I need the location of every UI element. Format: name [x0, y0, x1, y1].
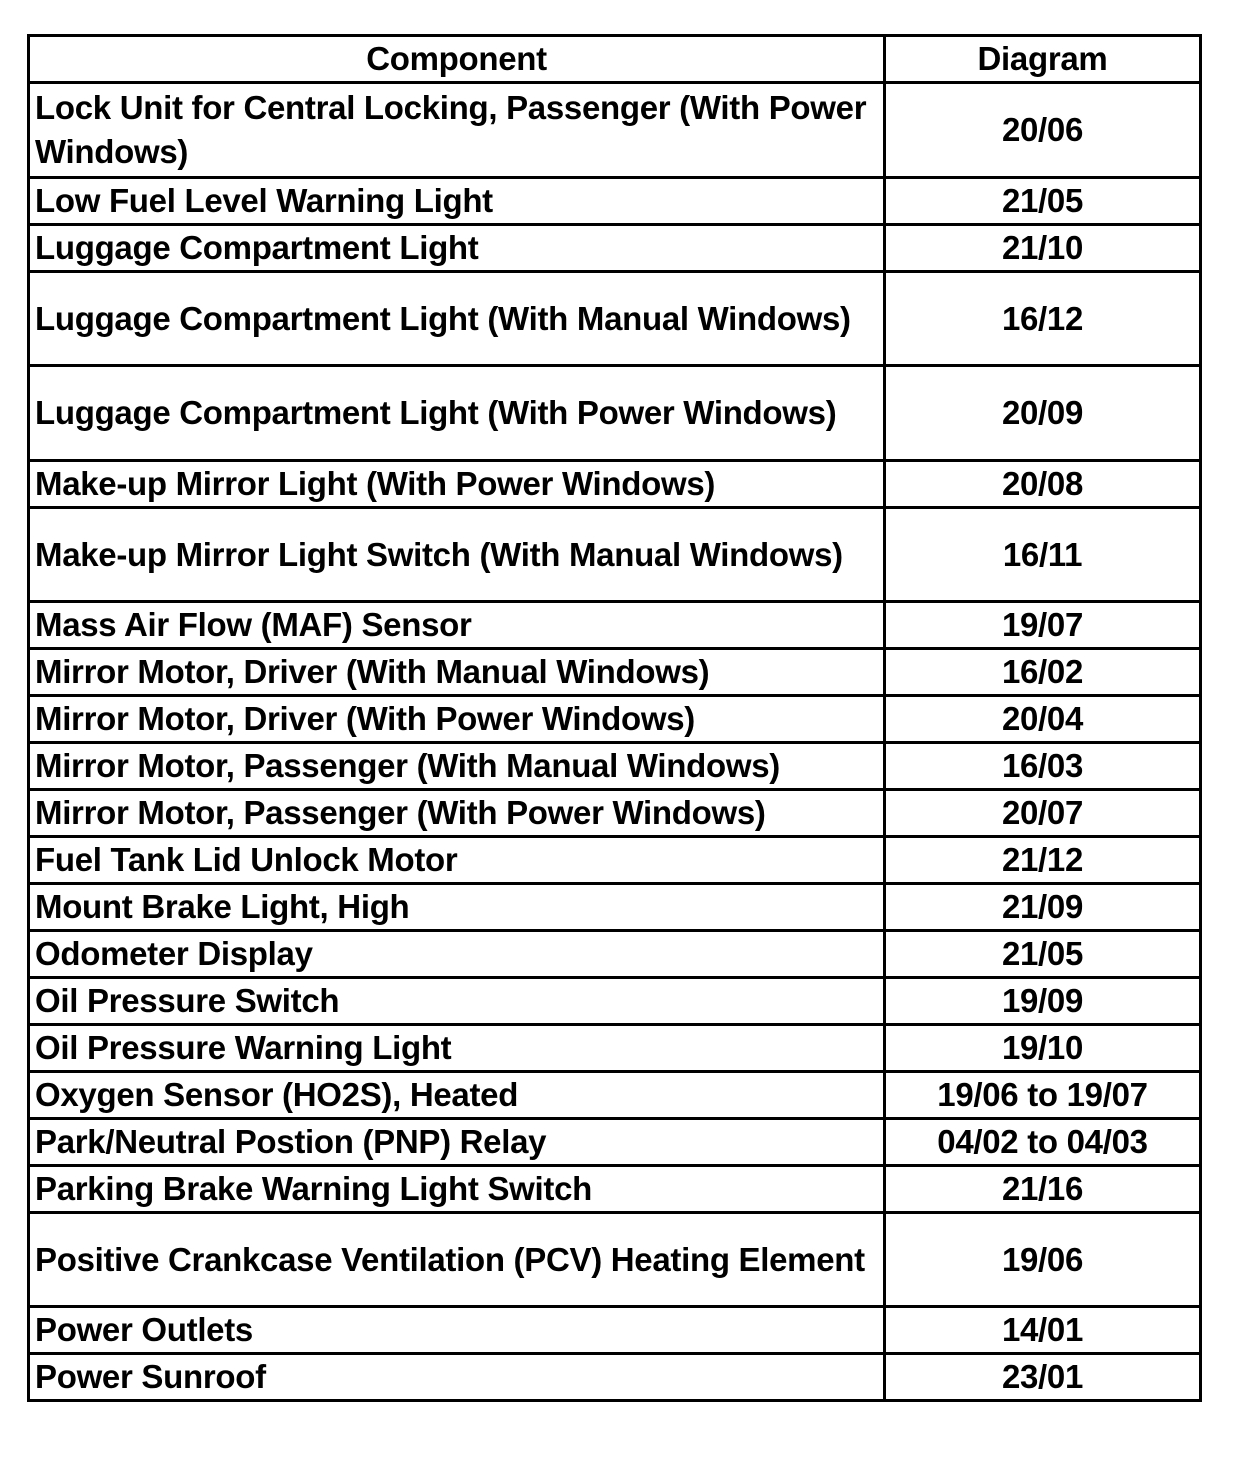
table-row	[29, 884, 1201, 931]
table-row	[29, 178, 1201, 225]
table-row	[29, 931, 1201, 978]
component-cell: Power Sunroof	[29, 1354, 885, 1401]
component-cell: Oxygen Sensor (HO2S), Heated	[29, 1072, 885, 1119]
diagram-cell: 16/12	[885, 272, 1201, 366]
table-row	[29, 1354, 1201, 1401]
table-row	[29, 837, 1201, 884]
diagram-cell: 19/07	[885, 602, 1201, 649]
table-row	[29, 1166, 1201, 1213]
table-row	[29, 366, 1201, 461]
table-row	[29, 1072, 1201, 1119]
component-cell: Parking Brake Warning Light Switch	[29, 1166, 885, 1213]
diagram-cell: 20/09	[885, 366, 1201, 461]
component-cell: Power Outlets	[29, 1307, 885, 1354]
component-cell: Luggage Compartment Light (With Manual Windows)	[29, 272, 885, 366]
table-row	[29, 461, 1201, 508]
diagram-cell: 16/02	[885, 649, 1201, 696]
component-cell: Low Fuel Level Warning Light	[29, 178, 885, 225]
diagram-cell: 19/10	[885, 1025, 1201, 1072]
diagram-cell: 20/06	[885, 83, 1201, 178]
component-cell: Mirror Motor, Passenger (With Power Windows)	[29, 790, 885, 837]
component-cell: Positive Crankcase Ventilation (PCV) Heating Element	[29, 1213, 885, 1307]
diagram-cell: 21/16	[885, 1166, 1201, 1213]
table-row	[29, 649, 1201, 696]
diagram-cell: 16/03	[885, 743, 1201, 790]
component-cell: Make-up Mirror Light Switch (With Manual Windows)	[29, 508, 885, 602]
diagram-cell: 21/05	[885, 931, 1201, 978]
table-row	[29, 83, 1201, 178]
table-row	[29, 602, 1201, 649]
table-row	[29, 1213, 1201, 1307]
table-row	[29, 1119, 1201, 1166]
component-cell: Lock Unit for Central Locking, Passenger (With Power Windows)	[29, 83, 885, 178]
component-cell: Park/Neutral Postion (PNP) Relay	[29, 1119, 885, 1166]
diagram-cell: 16/11	[885, 508, 1201, 602]
component-diagram-table	[27, 34, 1202, 1402]
component-cell: Fuel Tank Lid Unlock Motor	[29, 837, 885, 884]
diagram-cell: 19/09	[885, 978, 1201, 1025]
diagram-cell: 21/09	[885, 884, 1201, 931]
table-row	[29, 508, 1201, 602]
diagram-cell: 20/07	[885, 790, 1201, 837]
component-cell: Mass Air Flow (MAF) Sensor	[29, 602, 885, 649]
component-cell: Oil Pressure Switch	[29, 978, 885, 1025]
component-cell: Mirror Motor, Passenger (With Manual Windows)	[29, 743, 885, 790]
diagram-cell: 20/08	[885, 461, 1201, 508]
table-row	[29, 225, 1201, 272]
component-cell: Make-up Mirror Light (With Power Windows)	[29, 461, 885, 508]
column-header-component: Component	[29, 36, 885, 83]
table-row	[29, 1025, 1201, 1072]
diagram-cell: 04/02 to 04/03	[885, 1119, 1201, 1166]
diagram-cell: 21/05	[885, 178, 1201, 225]
column-header-diagram: Diagram	[885, 36, 1201, 83]
diagram-cell: 21/10	[885, 225, 1201, 272]
component-diagram-table-wrapper	[27, 34, 1199, 1402]
diagram-cell: 23/01	[885, 1354, 1201, 1401]
diagram-cell: 20/04	[885, 696, 1201, 743]
table-row	[29, 1307, 1201, 1354]
component-cell: Mirror Motor, Driver (With Manual Windows)	[29, 649, 885, 696]
diagram-cell: 21/12	[885, 837, 1201, 884]
table-row	[29, 978, 1201, 1025]
component-cell: Oil Pressure Warning Light	[29, 1025, 885, 1072]
table-row	[29, 743, 1201, 790]
component-cell: Odometer Display	[29, 931, 885, 978]
table-row	[29, 272, 1201, 366]
component-cell: Luggage Compartment Light	[29, 225, 885, 272]
table-row	[29, 790, 1201, 837]
diagram-cell: 19/06 to 19/07	[885, 1072, 1201, 1119]
component-cell: Luggage Compartment Light (With Power Windows)	[29, 366, 885, 461]
header-row	[29, 36, 1201, 83]
table-row	[29, 696, 1201, 743]
component-cell: Mount Brake Light, High	[29, 884, 885, 931]
diagram-cell: 14/01	[885, 1307, 1201, 1354]
component-cell: Mirror Motor, Driver (With Power Windows)	[29, 696, 885, 743]
diagram-cell: 19/06	[885, 1213, 1201, 1307]
